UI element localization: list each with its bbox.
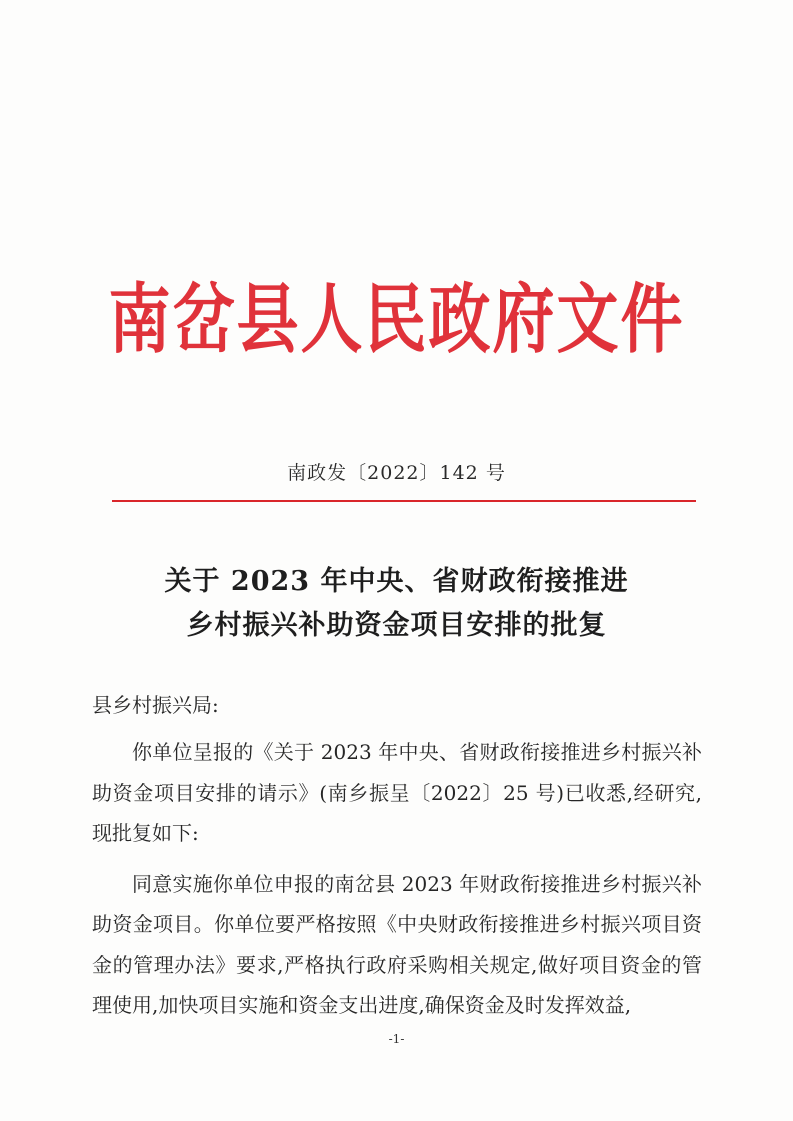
paragraph-2: 同意实施你单位申报的南岔县 2023 年财政衔接推进乡村振兴补助资金项目。你单位要严格按照《中央财政衔接推进乡村振兴项目资金的管理办法》要求,严格执行政府采购相关规定,做好项目资金的管理使用,加快项目实施和资金支出进度,确保资金及时发挥效益, [92,871,702,1017]
document-title [0,560,793,648]
red-separator-line [112,500,696,502]
document-number: 南政发〔2022〕142 号 [287,462,506,484]
page-number: -1- [388,1032,405,1046]
document-masthead [0,275,793,365]
title-line-2: 乡村振兴补助资金项目安排的批复 [186,610,607,641]
title-line-1: 关于 2023 年中央、省财政衔接推进 [164,566,629,597]
addressee: 县乡村振兴局: [92,693,219,717]
paragraph-1: 你单位呈报的《关于 2023 年中央、省财政衔接推进乡村振兴补助资金项目安排的请示》(南乡振呈〔2022〕25 号)已收悉,经研究,现批复如下: [92,740,702,845]
body-text [92,732,702,1036]
masthead-text: 南岔县人民政府文件 [108,274,685,364]
